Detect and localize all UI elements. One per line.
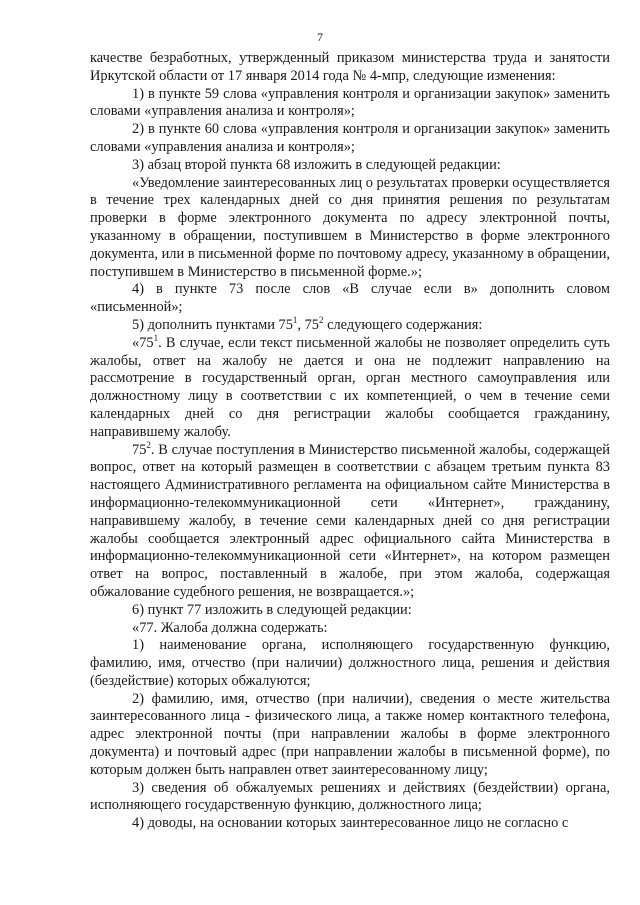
paragraph-item-3-point-68: 3) абзац второй пункта 68 изложить в следующей редакции: (132, 156, 501, 173)
paragraph-point-77-sub-4: 4) доводы, на основании которых заинтересованное лицо не согласно с (132, 815, 569, 832)
text-segment: «75 (132, 334, 154, 351)
text-segment: . В случае поступления в Министерство письменной жалобы, содержащей вопрос, ответ на который размещен в соответствии с абзацем третьим пункта 83 настоящего Административного регламента на официальном сайте Министерства в информационно-телекоммуникационной сети «Интернет», гражданину, направившему жалобу, в течение семи календарных дней со дня регистрации жалобы сообщается электронный адрес официального сайта Министерства в информационно-телекоммуникационной сети «Интернет», на котором размещен ответ на вопрос, поставленный в жалобе, при этом жалоба, содержащая обжалование судебного решения, не возвращается.»; (90, 441, 610, 600)
document-body (90, 50, 610, 833)
superscript-1: 1 (153, 332, 159, 343)
paragraph-item-6-point-77: 6) пункт 77 изложить в следующей редакции: (132, 601, 412, 618)
paragraph-point-68-new-text: «Уведомление заинтересованных лиц о результатах проверки осуществляется в течение трех календарных дней со дня принятия решения по результатам проверки в форме электронного документа по адресу электронной почты, указанному в обращении, поступившем в Министерство в форме электронного документа, или в письменной форме по почтовому адресу, указанному в обращении, поступившем в Министерство в письменной форме.»; (90, 174, 610, 280)
text-segment: . В случае, если текст письменной жалобы не позволяет определить суть жалобы, ответ на жалобу не дается и она не подлежит направлению на рассмотрение в государственный орган, орган местного самоуправления или должностному лицу в соответствии с их компетенцией, о чем в течение семи календарных дней со дня регистрации жалобы сообщается гражданину, направившему жалобу. (90, 334, 610, 440)
paragraph-point-77-sub-1: 1) наименование органа, исполняющего государственную функцию, фамилию, имя, отчество (при наличии) должностного лица, решения и действия (бездействие) которых обжалуются; (90, 637, 610, 689)
paragraph-point-75-1 (90, 332, 610, 442)
paragraph-item-2-point-60: 2) в пункте 60 слова «управления контроля и организации закупок» заменить словами «управления анализа и контроля»; (90, 121, 610, 155)
paragraph-point-75-2 (90, 439, 610, 602)
paragraph-point-77-sub-2: 2) фамилию, имя, отчество (при наличии), сведения о месте жительства заинтересованного лица - физического лица, а также номер контактного телефона, адрес электронной почты (при направлении жалобы в форме электронного документа) и почтовый адрес (при направлении жалобы в письменной форме), по которым должен быть направлен ответ заинтересованному лицу; (90, 690, 610, 778)
paragraph-item-1-point-59: 1) в пункте 59 слова «управления контроля и организации закупок» заменить словами «управления анализа и контроля»; (90, 85, 610, 120)
paragraph-point-77-sub-3: 3) сведения об обжалуемых решениях и действиях (бездействии) органа, исполняющего государственную функцию, должностного лица; (90, 779, 610, 814)
paragraph-point-77-heading: «77. Жалоба должна содержать: (132, 619, 328, 636)
superscript-1: 1 (292, 315, 298, 326)
text-segment: следующего содержания: (323, 316, 483, 333)
superscript-2: 2 (318, 315, 324, 326)
text-segment: 5) дополнить пунктами 75 (132, 316, 293, 333)
text-segment: , 75 (297, 316, 319, 333)
superscript-2: 2 (146, 439, 151, 450)
paragraph-intro-continuation: качестве безработных, утвержденный приказом министерства труда и занятости Иркутской области от 17 января 2014 года № 4-мпр, следующие изменения: (90, 50, 610, 84)
page-number: 7 (317, 30, 323, 44)
paragraph-item-5-add-points (90, 317, 610, 335)
paragraph-item-4-point-73: 4) в пункте 73 после слов «В случае если в» дополнить словом «письменной»; (90, 281, 610, 316)
text-segment: 75 (132, 441, 147, 458)
